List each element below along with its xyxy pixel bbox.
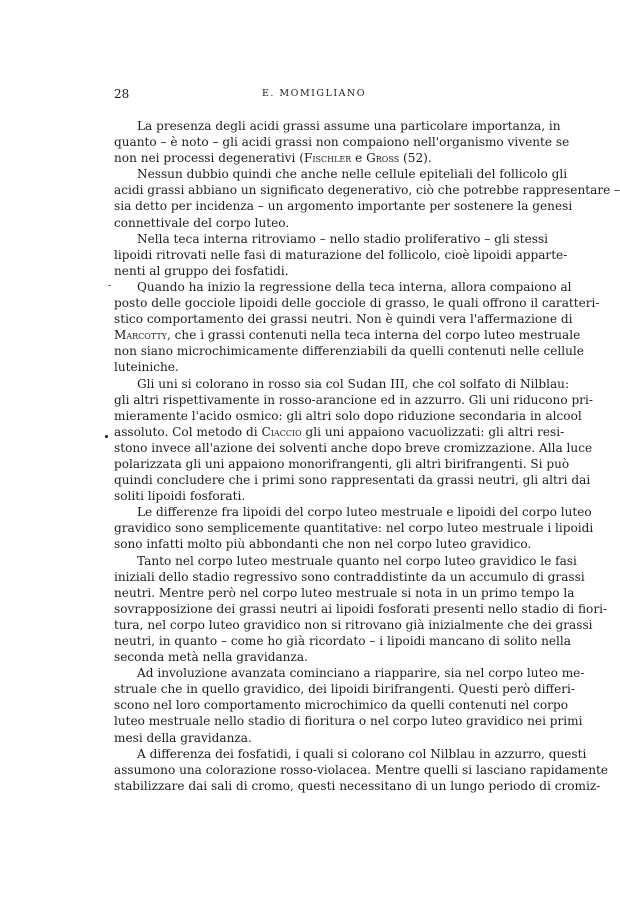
- text-line: lipoidi ritrovati nelle fasi di maturazione del follicolo, cioè lipoidi apparte-: [114, 247, 568, 262]
- text-line: assumono una colorazione rosso-violacea. Mentre quelli si lasciano rapidamente: [114, 762, 609, 777]
- text-line: Tanto nel corpo luteo mestruale quanto nel corpo luteo gravidico le fasi: [137, 553, 577, 568]
- text-line: stabilizzare dai sali di cromo, questi necessitano di un lungo periodo di cromiz-: [114, 778, 601, 793]
- text-line: luteiniche.: [114, 360, 179, 375]
- author-name: Marcotty: [114, 328, 167, 343]
- text-line: nenti al gruppo dei fosfatidi.: [114, 263, 289, 278]
- margin-tick-mark: [108, 285, 111, 286]
- text-line: quanto – è noto – gli acidi grassi non compaiono nell'organismo vivente se: [114, 135, 570, 150]
- text-line: Gli uni si colorano in rosso sia col Sudan III, che col solfato di Nilblau:: [137, 376, 570, 391]
- text-line: gravidico sono semplicemente quantitative: nel corpo luteo mestruale i lipoidi: [114, 521, 594, 536]
- text-line: Quando ha inizio la regressione della teca interna, allora compaiono al: [137, 279, 572, 294]
- author-name: Ciaccio: [261, 424, 302, 439]
- text-line: luteo mestruale nello stadio di fioritura o nel corpo luteo gravidico nei primi: [114, 714, 583, 729]
- text-line: Nessun dubbio quindi che anche nelle cellule epiteliali del follicolo gli: [137, 167, 568, 182]
- text-line: tura, nel corpo luteo gravidico non si ritrovano già inizialmente che dei grassi: [114, 617, 593, 632]
- text-line: struale che in quello gravidico, dei lipoidi birifrangenti. Questi però differi-: [114, 682, 575, 697]
- text-line: seconda metà nella gravidanza.: [114, 650, 308, 665]
- text-line: connettivale del corpo luteo.: [114, 215, 290, 230]
- text-line: assoluto. Col metodo di Ciaccio gli uni appaiono vacuolizzati: gli altri resi-: [114, 424, 565, 439]
- text-line: sia detto per incidenza – un argomento importante per sostenere la genesi: [114, 199, 573, 214]
- text-line: mesi della gravidanza.: [114, 730, 252, 745]
- text-line: non nei processi degenerativi (Fischler e Gross (52).: [114, 151, 432, 166]
- text-line: quindi concludere che i primi sono rappresentati da grassi neutri, gli altri dai: [114, 473, 591, 488]
- text-line: Nella teca interna ritroviamo – nello stadio proliferativo – gli stessi: [137, 231, 549, 246]
- text-line: iniziali dello stadio regressivo sono contraddistinte da un accumulo di grassi: [114, 569, 585, 584]
- text-line: posto delle gocciole lipoidi delle gocciole di grasso, le quali offrono il caratteri-: [114, 296, 600, 311]
- text-line: neutri. Mentre però nel corpo luteo mestruale si nota in un primo tempo la: [114, 585, 575, 600]
- text-line: gli altri rispettivamente in rosso-arancione ed in azzurro. Gli uni riducono pri-: [114, 392, 593, 407]
- text-line: Marcotty, che i grassi contenuti nella teca interna del corpo luteo mestruale: [114, 328, 581, 343]
- body-text: [114, 118, 620, 794]
- text-line: neutri, in quanto – come ho già ricordato – i lipoidi mancano di solito nella: [114, 634, 571, 648]
- margin-dot-mark: [105, 435, 108, 438]
- text-line: sono infatti molto più abbondanti che non nel corpo luteo gravidico.: [114, 537, 532, 552]
- text-line: mieramente l'acido osmico: gli altri solo dopo riduzione secondaria in alcool: [114, 408, 582, 423]
- text-line: soliti lipoidi fosforati.: [114, 489, 246, 504]
- author-name: Fischler: [303, 151, 352, 166]
- page-header: [114, 87, 514, 101]
- text-line: scono nel loro comportamento microchimico da quelli contenuti nel corpo: [114, 698, 568, 713]
- text-line: A differenza dei fosfatidi, i quali si colorano col Nilblau in azzurro, questi: [137, 746, 587, 761]
- text-line: La presenza degli acidi grassi assume una particolare importanza, in: [137, 119, 561, 133]
- text-line: stono invece all'azione dei solventi anche dopo breve cromizzazione. Alla luce: [114, 440, 593, 455]
- text-line: stico comportamento dei grassi neutri. Non è quindi vera l'affermazione di: [114, 312, 573, 327]
- text-line: polarizzata gli uni appaiono monorifrangenti, gli altri birifrangenti. Si può: [114, 456, 570, 471]
- text-line: sovrapposizione dei grassi neutri ai lipoidi fosforati presenti nello stadio di fiori-: [114, 601, 608, 616]
- text-line: non siano microchimicamente differenziabili da quelli contenuti nelle cellule: [114, 344, 584, 359]
- running-head: E. MOMIGLIANO: [261, 88, 367, 99]
- text-line: Ad involuzione avanzata cominciano a riapparire, sia nel corpo luteo me-: [137, 666, 585, 681]
- text-line: acidi grassi abbiano un significato degenerativo, ciò che potrebbe rappresentare –: [114, 183, 620, 198]
- page-number: 28: [114, 87, 130, 101]
- author-name: Gross: [366, 151, 400, 166]
- text-line: Le differenze fra lipoidi del corpo luteo mestruale e lipoidi del corpo luteo: [137, 505, 592, 520]
